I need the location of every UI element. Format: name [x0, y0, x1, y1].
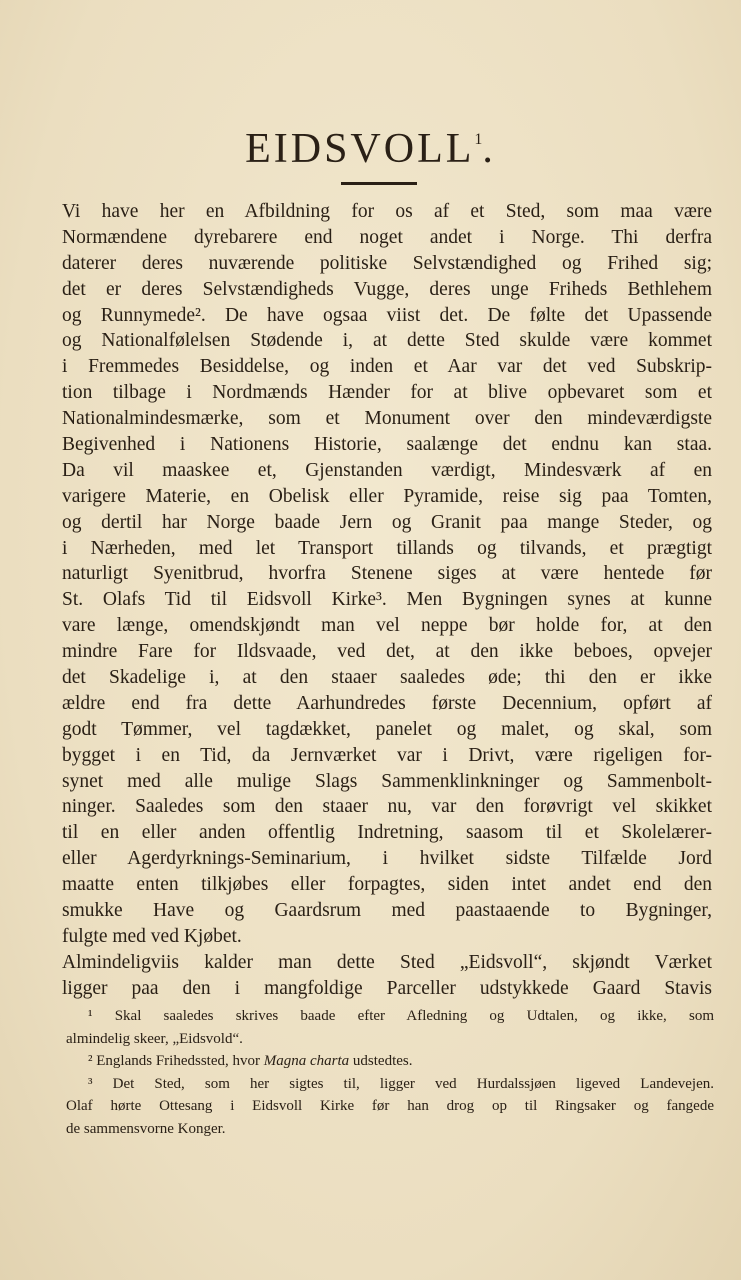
text-line: eller Agerdyrknings-Seminarium, i hvilket sidste Tilfælde Jord: [62, 848, 712, 870]
footnote-2-italic: Magna charta: [263, 1053, 350, 1069]
text-line: Nationalmindesmærke, som et Monument over den mindeværdigste: [62, 408, 712, 430]
text-line: og Nationalfølelsen Stødende i, at dette Sted skulde være kommet: [62, 330, 712, 352]
text-line: ninger. Saaledes som den staaer nu, var den forøvrigt vel skikket: [62, 796, 712, 818]
text-line: Begivenhed i Nationens Historie, saalænge det endnu kan staa.: [62, 434, 712, 456]
text-line: ligger paa den i mangfoldige Parceller udstykkede Gaard Stavis: [62, 977, 712, 999]
title-text: EIDSVOLL: [245, 126, 475, 172]
footnote-3-continued: Olaf hørte Ottesang i Eidsvoll Kirke før han drog op til Ringsaker og fangede: [66, 1098, 714, 1114]
text-line: tion tilbage i Nordmænds Hænder for at blive opbevaret som et: [62, 382, 712, 404]
text-line: vare længe, omendskjøndt man vel neppe bør holde for, at den: [62, 615, 712, 637]
text-line: og dertil har Norge baade Jern og Granit paa mange Steder, og: [62, 511, 712, 533]
text-line: Normændene dyrebarere end noget andet i Norge. Thi derfra: [62, 226, 712, 248]
text-line: det er deres Selvstændigheds Vugge, deres unge Friheds Bethlehem: [62, 278, 712, 300]
text-line: synet med alle mulige Slags Sammenklinkninger og Sammenbolt-: [62, 770, 712, 792]
text-line: ældre end fra dette Aarhundredes første Decennium, opført af: [62, 692, 712, 714]
text-line: maatte enten tilkjøbes eller forpagtes, siden intet andet end den: [62, 874, 712, 896]
text-line: smukke Have og Gaardsrum med paastaaende to Bygninger,: [62, 900, 712, 922]
footnote-3-end: de sammensvorne Konger.: [66, 1120, 226, 1137]
text-line: og Runnymede². De have ogsaa viist det. De følte det Upassende: [62, 304, 712, 326]
text-line: i Fremmedes Besiddelse, og inden et Aar var det ved Subskrip-: [62, 356, 712, 378]
text-line: det Skadelige i, at den staaer saaledes øde; thi den er ikke: [62, 667, 712, 689]
text-line: i Nærheden, med let Transport tillands og tilvands, et prægtigt: [62, 537, 712, 559]
footnote-2: [66, 1050, 714, 1073]
text-line: naturligt Syenitbrud, hvorfra Stenene siges at være hentede før: [62, 563, 712, 585]
footnote-3: ³ Det Sted, som her sigtes til, ligger ved Hurdalssjøen ligeved Landevejen.: [88, 1075, 714, 1092]
page-title: EIDSVOLL$^1$.: [245, 126, 496, 172]
text-line: fulgte med ved Kjøbet.: [62, 925, 242, 947]
text-line: varigere Materie, en Obelisk eller Pyramide, reise sig paa Tomten,: [62, 485, 712, 507]
text-line: daterer deres nuværende politiske Selvstændighed og Frihed sig;: [62, 252, 712, 274]
title-rule: [341, 182, 417, 185]
text-line: bygget i en Tid, da Jernværket var i Drivt, være rigeligen for-: [62, 744, 712, 766]
body-text: [62, 199, 712, 1002]
text-line: Almindeligviis kalder man dette Sted „Eidsvoll“, skjøndt Værket: [62, 951, 712, 973]
text-line: Vi have her en Afbildning for os af et Sted, som maa være: [62, 201, 712, 222]
footnote-1: ¹ Skal saaledes skrives baade efter Afledning og Udtalen, og ikke, som: [88, 1008, 714, 1024]
text-line: godt Tømmer, vel tagdækket, panelet og malet, og skal, som: [62, 718, 712, 740]
text-line: Da vil maaskee et, Gjenstanden værdigt, Mindesværk af en: [62, 459, 712, 481]
text-line: til en eller anden offentlig Indretning, saasom til et Skolelærer-: [62, 822, 712, 844]
footnote-1-continued: almindelig skeer, „Eidsvold“.: [66, 1030, 243, 1047]
text-line: St. Olafs Tid til Eidsvoll Kirke³. Men Bygningen synes at kunne: [62, 589, 712, 611]
footnote-2-text: ² Englands Frihedssted, hvor: [88, 1053, 264, 1069]
footnote-2-text-end: udstedtes.: [349, 1053, 413, 1069]
title-footnote-mark: 1: [474, 131, 483, 148]
footnotes: [66, 1005, 714, 1140]
text-line: mindre Fare for Ildsvaade, ved det, at den ikke beboes, opvejer: [62, 641, 712, 663]
